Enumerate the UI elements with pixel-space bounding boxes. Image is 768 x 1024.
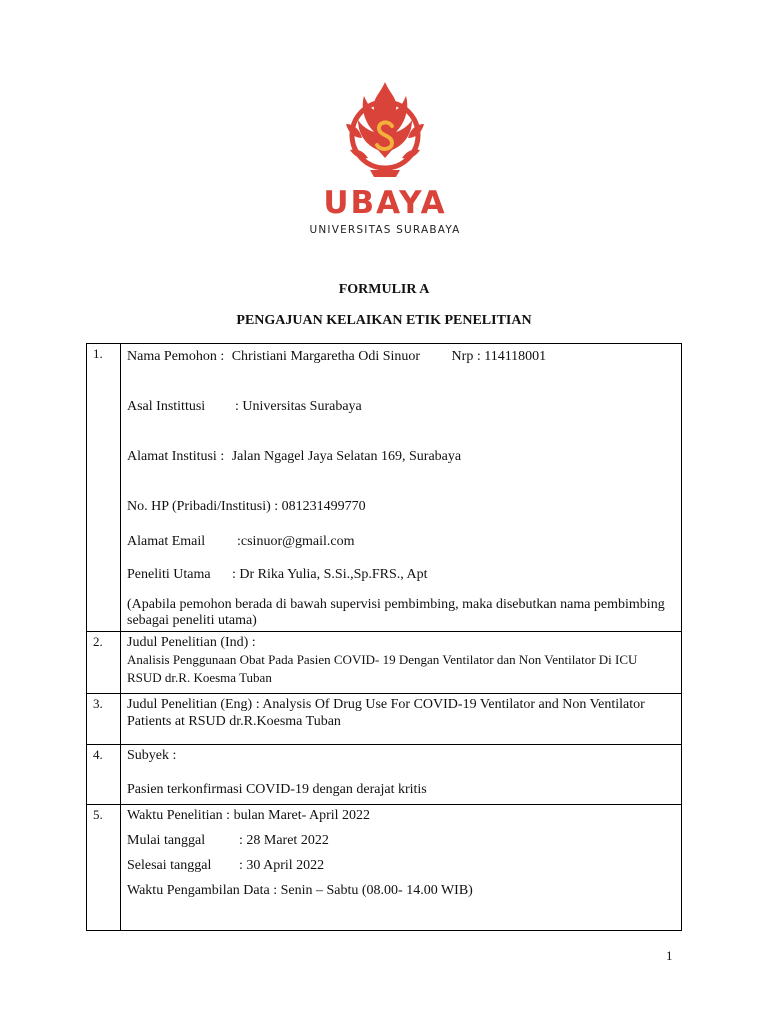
title-ind-value: Analisis Penggunaan Obat Pada Pasien COVID- 19 Dengan Ventilator dan Non Ventilator Di ICU RSUD dr.R. Koesma Tuban <box>127 652 638 685</box>
form-title: FORMULIR A <box>338 282 430 297</box>
selesai-label: Selesai tanggal <box>127 858 212 873</box>
subject-cell <box>121 745 682 805</box>
title-eng-text: Judul Penelitian (Eng) : Analysis Of Drug Use For COVID-19 Ventilator and Non Ventilator Patients at RSUD dr.R.Koesma Tuban <box>127 697 645 729</box>
page-number: 1 <box>666 948 673 963</box>
ubaya-flame-emblem-icon <box>340 80 430 180</box>
waktu-penelitian: Waktu Penelitian : bulan Maret- April 2022 <box>127 808 371 823</box>
table-row <box>87 344 682 632</box>
peneliti-label: Peneliti Utama <box>127 567 211 582</box>
asal-value: : Universitas Surabaya <box>235 399 362 414</box>
form-subtitle: PENGAJUAN KELAIKAN ETIK PENELITIAN <box>236 313 532 328</box>
alamat-label: Alamat Institusi : <box>127 449 225 464</box>
row-number: 3. <box>87 694 121 745</box>
peneliti-value: : Dr Rika Yulia, S.Si.,Sp.FRS., Apt <box>232 567 428 582</box>
table-row <box>87 805 682 931</box>
subject-value: Pasien terkonfirmasi COVID-19 dengan derajat kritis <box>127 782 427 797</box>
email-label: Alamat Email <box>127 534 206 549</box>
applicant-info-cell <box>121 344 682 632</box>
mulai-label: Mulai tanggal <box>127 833 206 848</box>
nama-value: Christiani Margaretha Odi Sinuor <box>231 349 421 364</box>
subject-label: Subyek : <box>127 748 177 763</box>
row-number: 1. <box>87 344 121 632</box>
row-number: 4. <box>87 745 121 805</box>
table-row <box>87 745 682 805</box>
nama-label: Nama Pemohon : <box>127 349 225 364</box>
nrp-value: Nrp : 114118001 <box>451 349 547 364</box>
application-form-table <box>86 343 682 931</box>
row-number: 2. <box>87 632 121 694</box>
table-row <box>87 632 682 694</box>
mulai-value: : 28 Maret 2022 <box>239 833 329 848</box>
title-eng-cell <box>121 694 682 745</box>
supervisor-note: (Apabila pemohon berada di bawah supervisi pembimbing, maka disebutkan nama pembimbing sebagai peneliti utama) <box>127 597 665 628</box>
title-ind-cell <box>121 632 682 694</box>
row-number: 5. <box>87 805 121 931</box>
title-ind-label: Judul Penelitian (Ind) : <box>127 635 256 650</box>
ubaya-logo <box>300 80 470 245</box>
selesai-value: : 30 April 2022 <box>239 858 325 873</box>
ubaya-subtitle: UNIVERSITAS SURABAYA <box>309 224 461 236</box>
asal-label: Asal Instittusi <box>127 399 206 414</box>
schedule-cell <box>121 805 682 931</box>
alamat-value: Jalan Ngagel Jaya Selatan 169, Surabaya <box>231 449 462 464</box>
email-value: :csinuor@gmail.com <box>237 534 355 549</box>
table-row <box>87 694 682 745</box>
ubaya-wordmark: UBAYA <box>323 185 447 221</box>
hp-line: No. HP (Pribadi/Institusi) : 081231499770 <box>127 499 366 514</box>
waktu-pengambilan: Waktu Pengambilan Data : Senin – Sabtu (08.00- 14.00 WIB) <box>127 883 473 898</box>
